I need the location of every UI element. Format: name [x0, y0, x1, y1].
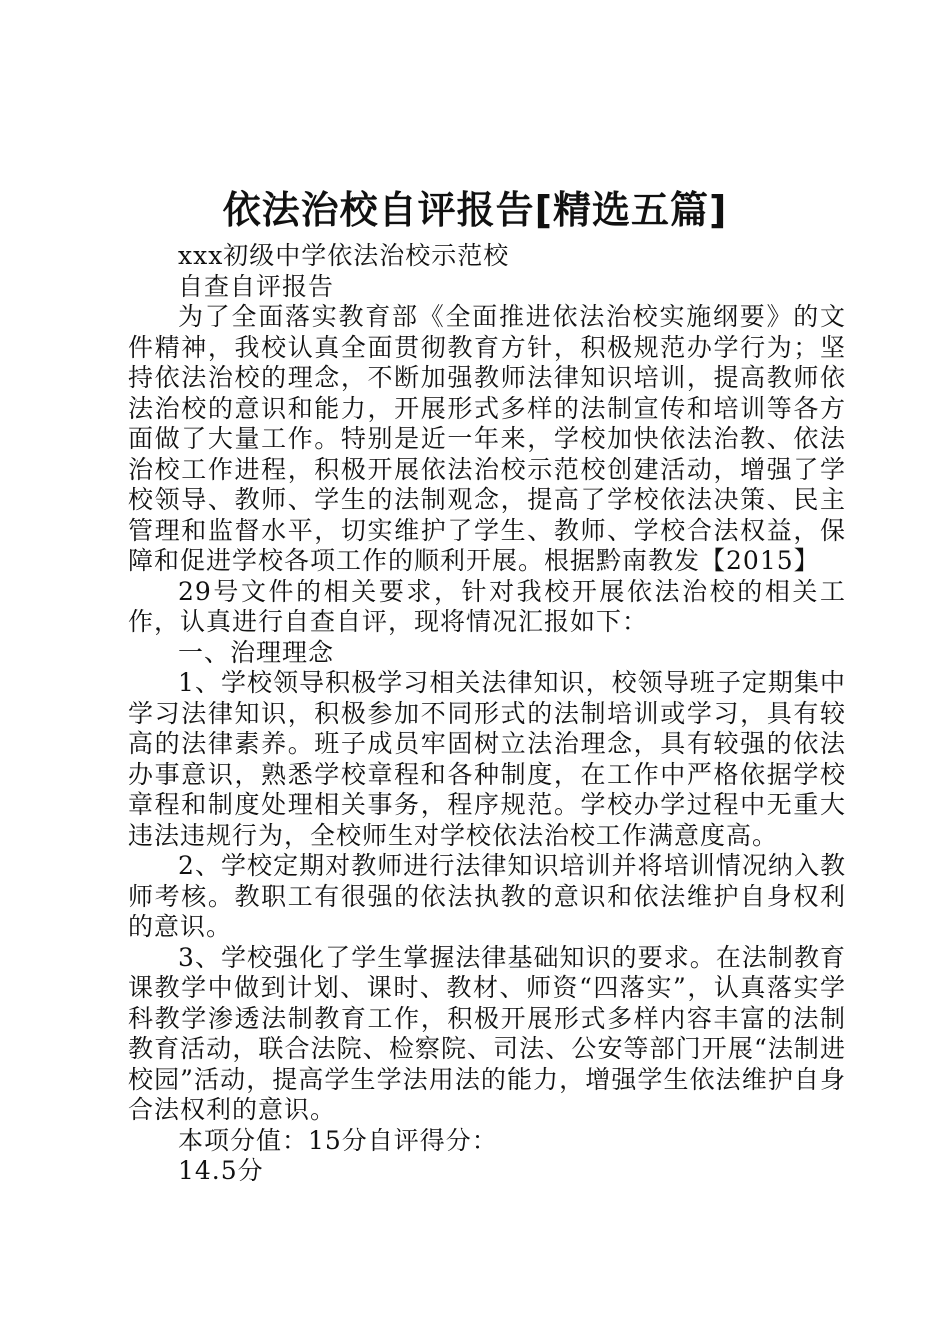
item-2-paragraph: 2、学校定期对教师进行法律知识培训并将培训情况纳入教师考核。教职工有很强的依法执教的意识和依法维护自身权利的意识。 [128, 851, 846, 941]
document-title: 依法治校自评报告[精选五篇] [222, 188, 728, 232]
score-label-line: 本项分值：15分自评得分： [178, 1125, 498, 1155]
score-value-line: 14.5分 [178, 1156, 264, 1185]
document-body [128, 241, 846, 1187]
report-subtitle-line: 自查自评报告 [178, 271, 335, 301]
intro-paragraph: 为了全面落实教育部《全面推进依法治校实施纲要》的文件精神，我校认真全面贯彻教育方针，积极规范办学行为；坚持依法治校的理念，不断加强教师法律知识培训，提高教师依法治校的意识和能力，开展形式多样的法制宣传和培训等各方面做了大量工作。特别是近一年来，学校加快依法治教、依法治校工作进程，积极开展依法治校示范校创建活动，增强了学校领导、教师、学生的法制观念，提高了学校依法决策、民主管理和监督水平，切实维护了学生、教师、学校合法权益，保障和促进学校各项工作的顺利开展。根据黔南教发【2015】 [128, 302, 846, 575]
item-3-paragraph: 3、学校强化了学生掌握法律基础知识的要求。在法制教育课教学中做到计划、课时、教材、师资“四落实”，认真落实学科教学渗透法制教育工作，积极开展形式多样内容丰富的法制教育活动，联合法院、检察院、司法、公安等部门开展“法制进校园”活动，提高学生学法用法的能力，增强学生依法维护自身合法权利的意识。 [128, 942, 846, 1124]
item-1-paragraph: 1、学校领导积极学习相关法律知识，校领导班子定期集中学习法律知识，积极参加不同形式的法制培训或学习，具有较高的法律素养。班子成员牢固树立法治理念，具有较强的依法办事意识，熟悉学校章程和各种制度，在工作中严格依据学校章程和制度处理相关事务，程序规范。学校办学过程中无重大违法违规行为，全校师生对学校依法治校工作满意度高。 [128, 668, 846, 850]
intro-continuation-paragraph: 29号文件的相关要求，针对我校开展依法治校的相关工作，认真进行自查自评，现将情况汇报如下： [128, 576, 846, 636]
school-name-line: xxx初级中学依法治校示范校 [178, 241, 510, 270]
section-heading-governance: 一、治理理念 [178, 637, 335, 667]
